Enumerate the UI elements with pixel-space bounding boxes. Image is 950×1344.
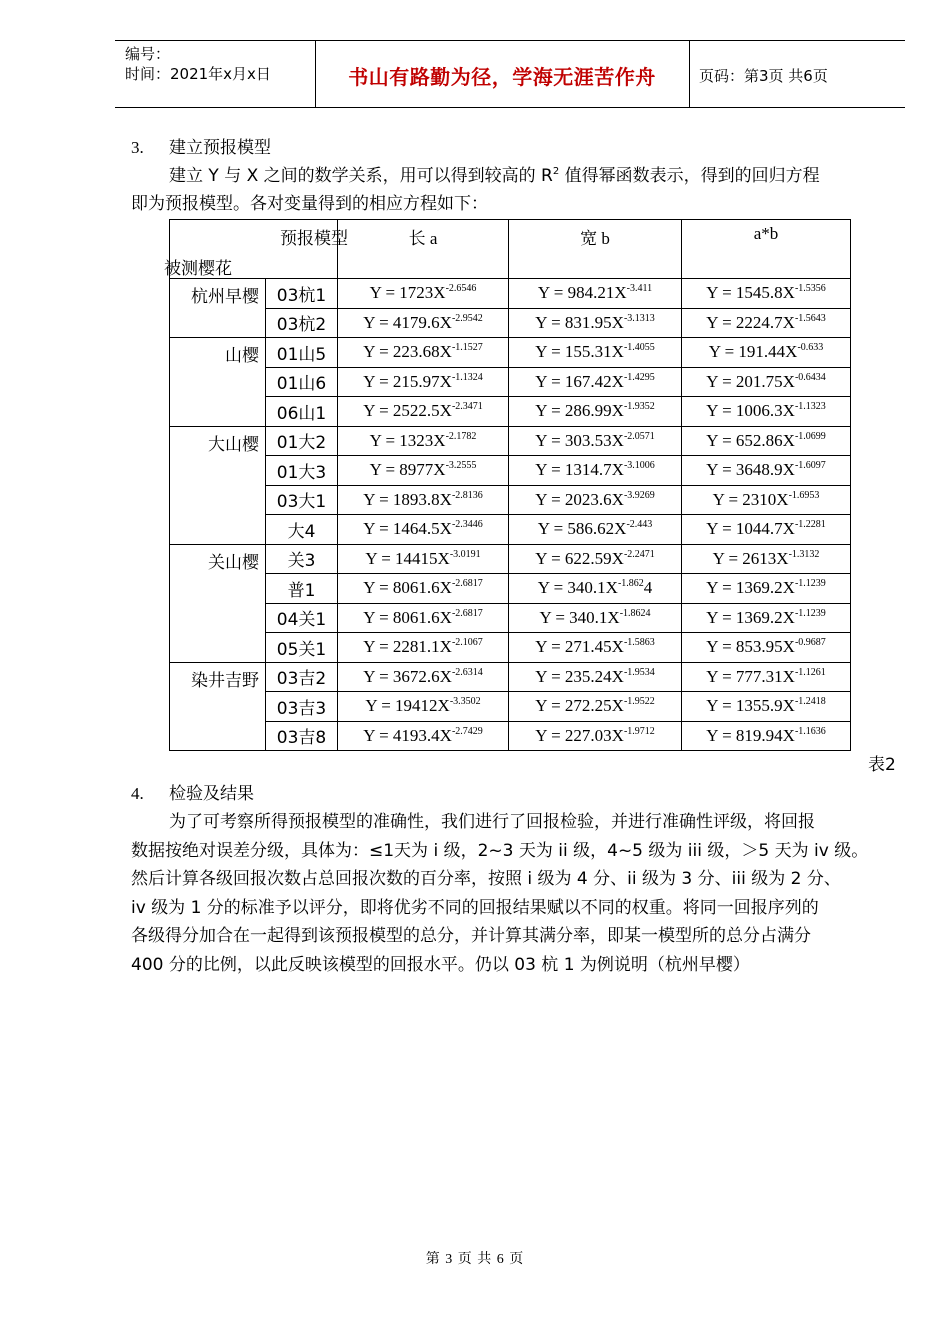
table-row <box>170 308 851 338</box>
equation-exponent: -2.8136 <box>451 489 483 501</box>
model-table-body <box>164 220 851 751</box>
equation-cell-b <box>509 308 682 338</box>
equation-exponent: -1.4295 <box>623 371 655 383</box>
equation-exponent: -1.1239 <box>794 578 826 590</box>
equation-cell-ab <box>682 485 851 515</box>
equation-cell-ab <box>682 603 851 633</box>
time-label: 时间：2021年x月x日 <box>125 65 271 83</box>
equation-exponent: -2.6314 <box>451 666 483 678</box>
equation-exponent: -3.1313 <box>623 312 655 324</box>
header-divider <box>689 41 690 107</box>
equation-cell-a <box>338 485 509 515</box>
equation-base: Y = 227.03X <box>535 725 624 745</box>
equation-cell-b <box>509 633 682 663</box>
header-motto: 书山有路勤为径，学海无涯苦作舟 <box>348 65 656 89</box>
equation-base: Y = 777.31X <box>706 666 795 686</box>
section4-paragraph-line: 各级得分加合在一起得到该预报模型的总分，并计算其满分率，即某一模型所的总分占满分 <box>131 926 811 946</box>
header-meta <box>125 44 271 84</box>
equation-exponent: -1.9352 <box>623 401 655 413</box>
equation-exponent: -2.9542 <box>451 312 483 324</box>
equation-exponent: -2.443 <box>626 519 653 531</box>
equation-cell-b <box>509 456 682 486</box>
species-label: 山樱 <box>225 346 259 366</box>
equation-cell-b <box>509 603 682 633</box>
sample-code-cell: 05关1 <box>266 633 338 663</box>
table-row <box>170 515 851 545</box>
equation-cell-ab <box>682 662 851 692</box>
equation-base: Y = 303.53X <box>535 430 624 450</box>
equation-cell-b <box>509 485 682 515</box>
equation-base: Y = 1044.7X <box>706 519 795 539</box>
equation-exponent: -1.9534 <box>623 666 655 678</box>
sample-code-cell: 01大2 <box>266 426 338 456</box>
equation-base: Y = 19412X <box>365 696 450 716</box>
equation-cell-a <box>338 397 509 427</box>
equation-exponent: -1.2281 <box>794 519 826 531</box>
table-header-row <box>170 220 851 279</box>
equation-exponent: -2.1067 <box>451 637 483 649</box>
equation-base: Y = 235.24X <box>535 666 624 686</box>
corner-top-label: 预报模型 <box>280 229 348 249</box>
sample-code-cell: 06山1 <box>266 397 338 427</box>
equation-cell-b <box>509 426 682 456</box>
equation-exponent: -2.7429 <box>451 725 483 737</box>
equation-cell-b <box>509 367 682 397</box>
species-cell <box>170 279 266 338</box>
sample-code-cell: 03大1 <box>266 485 338 515</box>
sample-code-cell: 03杭2 <box>266 308 338 338</box>
equation-base: Y = 819.94X <box>706 725 795 745</box>
equation-exponent: -2.6546 <box>445 283 477 295</box>
equation-base: Y = 3672.6X <box>363 666 452 686</box>
equation-cell-ab <box>682 397 851 427</box>
equation-base: Y = 1369.2X <box>706 607 795 627</box>
table-row <box>170 456 851 486</box>
equation-base: Y = 652.86X <box>706 430 795 450</box>
equation-base: Y = 2281.1X <box>363 637 452 657</box>
table-row <box>170 662 851 692</box>
equation-exponent: -1.1261 <box>794 666 826 678</box>
equation-cell-b <box>509 574 682 604</box>
equation-exponent: -1.3132 <box>788 548 820 560</box>
equation-base: Y = 1355.9X <box>706 696 795 716</box>
section3-number: 3. <box>131 138 144 157</box>
equation-exponent: -3.2555 <box>445 460 477 472</box>
model-table <box>164 219 851 751</box>
species-label: 关山樱 <box>208 552 259 573</box>
equation-base: Y = 4193.4X <box>363 725 452 745</box>
sample-code-cell: 普1 <box>266 574 338 604</box>
species-cell <box>170 426 266 544</box>
equation-exponent: -0.633 <box>797 342 824 354</box>
table-corner-cell <box>164 220 348 279</box>
equation-exponent: -1.5356 <box>794 283 826 295</box>
sample-code-cell: 03吉2 <box>266 662 338 692</box>
equation-base: Y = 1893.8X <box>363 489 452 509</box>
equation-base: Y = 853.95X <box>706 637 795 657</box>
equation-base: Y = 3648.9X <box>706 460 795 480</box>
equation-base: Y = 586.62X <box>537 519 627 539</box>
sample-code-cell: 03吉8 <box>266 721 338 751</box>
equation-cell-b <box>509 692 682 722</box>
equation-exponent: -3.411 <box>626 283 653 295</box>
equation-cell-a <box>338 338 509 368</box>
equation-base: Y = 2310X <box>712 489 789 509</box>
table-row <box>170 426 851 456</box>
equation-cell-ab <box>682 721 851 751</box>
section4-paragraph-line: 为了可考察所得预报模型的准确性，我们进行了回报检验，并进行准确性评级，将回报 <box>169 812 815 832</box>
equation-cell-ab <box>682 279 851 309</box>
equation-base: Y = 191.44X <box>708 342 798 362</box>
equation-exponent: -2.0571 <box>623 430 655 442</box>
equation-exponent: -2.1782 <box>445 430 477 442</box>
equation-exponent: -1.862 <box>617 578 644 590</box>
table-row <box>170 338 851 368</box>
corner-bottom-label: 被测樱花 <box>164 259 232 279</box>
table-row <box>170 692 851 722</box>
sample-code-cell: 大4 <box>266 515 338 545</box>
equation-exponent: -1.1239 <box>794 607 826 619</box>
equation-base: Y = 271.45X <box>535 637 624 657</box>
equation-exponent: -2.6817 <box>451 607 483 619</box>
equation-base: Y = 223.68X <box>363 342 452 362</box>
equation-cell-ab <box>682 426 851 456</box>
sample-code-cell: 04关1 <box>266 603 338 633</box>
equation-base: Y = 1323X <box>369 430 446 450</box>
equation-cell-b <box>509 338 682 368</box>
equation-cell-ab <box>682 633 851 663</box>
equation-base: Y = 2613X <box>712 548 789 568</box>
table-row <box>170 397 851 427</box>
equation-base: Y = 14415X <box>365 548 450 568</box>
equation-base: Y = 272.25X <box>535 696 624 716</box>
table-caption: 表2 <box>868 755 896 775</box>
equation-exponent: -0.9687 <box>794 637 826 649</box>
equation-cell-ab <box>682 456 851 486</box>
species-label: 染井吉野 <box>191 670 259 691</box>
equation-base: Y = 1369.2X <box>706 578 795 598</box>
equation-base: Y = 1723X <box>369 283 446 303</box>
number-label: 编号： <box>125 45 171 63</box>
equation-cell-a <box>338 456 509 486</box>
equation-exponent: -1.8624 <box>619 607 651 619</box>
table-row <box>170 574 851 604</box>
equation-exponent: -2.6817 <box>451 578 483 590</box>
equation-cell-a <box>338 692 509 722</box>
equation-exponent: -3.0191 <box>449 548 481 560</box>
equation-cell-ab <box>682 515 851 545</box>
equation-exponent: -1.1636 <box>794 725 826 737</box>
equation-base: Y = 1545.8X <box>706 283 795 303</box>
equation-cell-a <box>338 633 509 663</box>
equation-base: Y = 2224.7X <box>706 312 795 332</box>
section4-paragraph-line: iv 级为 1 分的标准予以评分，即将优劣不同的回报结果赋以不同的权重。将同一回报序列的 <box>131 897 819 918</box>
equation-base: Y = 8061.6X <box>363 607 452 627</box>
equation-base: Y = 984.21X <box>537 283 627 303</box>
sample-code-cell: 03吉3 <box>266 692 338 722</box>
equation-exponent: -1.2418 <box>794 696 826 708</box>
equation-base: Y = 155.31X <box>535 342 624 362</box>
equation-cell-a <box>338 721 509 751</box>
equation-exponent: -3.1006 <box>623 460 655 472</box>
equation-cell-b <box>509 721 682 751</box>
equation-base: Y = 1464.5X <box>363 519 452 539</box>
equation-exponent: -2.2471 <box>623 548 655 560</box>
table-row <box>170 544 851 574</box>
equation-base: Y = 2023.6X <box>535 489 624 509</box>
equation-cell-b <box>509 397 682 427</box>
equation-cell-a <box>338 426 509 456</box>
equation-exponent: -3.9269 <box>623 489 655 501</box>
section4-paragraph-line: 然后计算各级回报次数占总回报次数的百分率，按照 i 级为 4 分、ii 级为 3 分、iii 级为 2 分、 <box>131 869 841 889</box>
equation-exponent: -1.6953 <box>788 489 820 501</box>
equation-base: Y = 4179.6X <box>363 312 452 332</box>
col-header-width: 宽 b <box>509 220 682 279</box>
species-label: 杭州早樱 <box>191 287 259 307</box>
page-footer: 第 3 页 共 6 页 <box>425 1252 525 1267</box>
col-header-area: a*b <box>682 220 851 279</box>
equation-cell-ab <box>682 544 851 574</box>
section4-number: 4. <box>131 784 144 803</box>
equation-cell-ab <box>682 367 851 397</box>
table-row <box>170 603 851 633</box>
equation-cell-ab <box>682 308 851 338</box>
equation-exponent: -1.1324 <box>451 371 483 383</box>
equation-exponent: -1.4055 <box>623 342 655 354</box>
col-header-length: 长 a <box>338 220 509 279</box>
table-row <box>170 279 851 309</box>
equation-base: Y = 215.97X <box>363 371 452 391</box>
section3-heading: 建立预报模型 <box>169 138 271 158</box>
table-row <box>170 721 851 751</box>
sample-code-cell: 03杭1 <box>266 279 338 309</box>
species-label: 大山樱 <box>208 434 259 455</box>
equation-cell-b <box>509 544 682 574</box>
sample-code-cell: 关3 <box>266 544 338 574</box>
equation-base: Y = 1006.3X <box>706 401 795 421</box>
section3-paragraph-line2: 即为预报模型。各对变量得到的相应方程如下： <box>131 194 488 214</box>
equation-cell-ab <box>682 338 851 368</box>
equation-base: Y = 340.1X <box>539 607 620 627</box>
equation-exponent: -1.6097 <box>794 460 826 472</box>
equation-cell-a <box>338 515 509 545</box>
equation-exponent: -2.3446 <box>451 519 483 531</box>
equation-cell-a <box>338 574 509 604</box>
table-row <box>170 485 851 515</box>
equation-cell-a <box>338 544 509 574</box>
equation-base: Y = 8061.6X <box>363 578 452 598</box>
equation-cell-b <box>509 279 682 309</box>
table-row <box>170 367 851 397</box>
page-header <box>115 40 905 108</box>
equation-exponent: -1.5863 <box>623 637 655 649</box>
equation-base: Y = 8977X <box>369 460 446 480</box>
species-cell <box>170 662 266 751</box>
equation-cell-a <box>338 308 509 338</box>
species-cell <box>170 338 266 427</box>
equation-base: Y = 201.75X <box>706 371 795 391</box>
sample-code-cell: 01大3 <box>266 456 338 486</box>
equation-exponent: -1.9522 <box>623 696 655 708</box>
equation-base: Y = 831.95X <box>535 312 624 332</box>
equation-base: Y = 340.1X <box>537 578 618 598</box>
section4-paragraph-line: 数据按绝对误差分级，具体为：≤1天为 i 级，2~3 天为 ii 级，4~5 级为 iii 级，＞5 天为 iv 级。 <box>131 840 869 861</box>
header-page-label: 页码：第3页 共6页 <box>699 67 828 85</box>
equation-base: Y = 167.42X <box>535 371 624 391</box>
section4-heading: 检验及结果 <box>169 784 254 804</box>
equation-tail: 4 <box>643 578 653 598</box>
equation-cell-a <box>338 279 509 309</box>
equation-base: Y = 1314.7X <box>535 460 624 480</box>
equation-exponent: -2.3471 <box>451 401 483 413</box>
species-cell <box>170 544 266 662</box>
equation-exponent: -3.3502 <box>449 696 481 708</box>
equation-cell-a <box>338 662 509 692</box>
equation-base: Y = 286.99X <box>535 401 624 421</box>
equation-cell-b <box>509 515 682 545</box>
equation-cell-a <box>338 603 509 633</box>
equation-exponent: -1.5643 <box>794 312 826 324</box>
equation-cell-b <box>509 662 682 692</box>
equation-exponent: -1.1323 <box>794 401 826 413</box>
equation-exponent: -1.1527 <box>451 342 483 354</box>
equation-base: Y = 622.59X <box>535 548 624 568</box>
section3-paragraph-line1: 建立 Y 与 X 之间的数学关系，用可以得到较高的 $R^2$ 值得幂函数表示，得到的回归方程 <box>169 166 820 186</box>
table-row <box>170 633 851 663</box>
equation-exponent: -0.6434 <box>794 371 826 383</box>
equation-exponent: -1.9712 <box>623 725 655 737</box>
equation-cell-a <box>338 367 509 397</box>
equation-cell-ab <box>682 692 851 722</box>
equation-exponent: -1.0699 <box>794 430 826 442</box>
sample-code-cell: 01山6 <box>266 367 338 397</box>
sample-code-cell: 01山5 <box>266 338 338 368</box>
section4-paragraph-line: 400 分的比例，以此反映该模型的回报水平。仍以 03 杭 1 为例说明（杭州早樱） <box>131 954 750 975</box>
equation-cell-ab <box>682 574 851 604</box>
equation-base: Y = 2522.5X <box>363 401 452 421</box>
